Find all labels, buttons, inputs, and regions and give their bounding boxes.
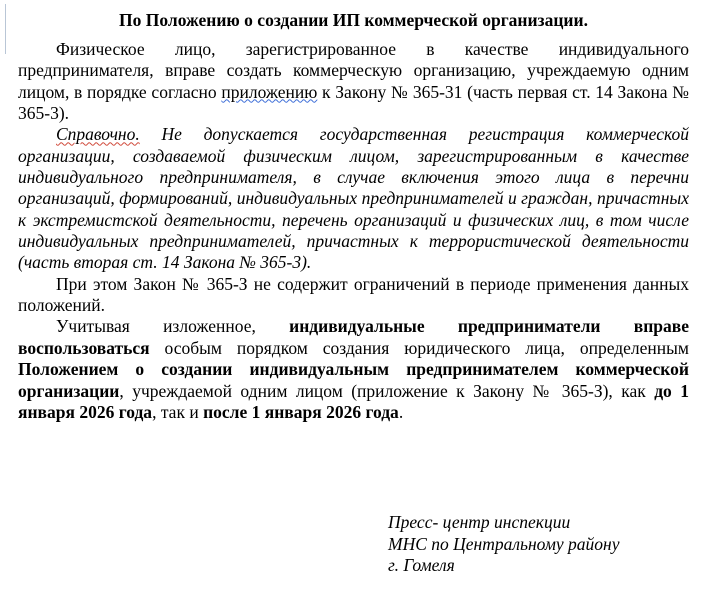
paragraph-4-bold-3: до 1 января 2026 года: [18, 380, 689, 422]
paragraph-4-run-3: особым порядком создания юридического лица, определенным: [149, 337, 689, 358]
paragraph-4: [18, 316, 689, 423]
misspelled-word-prilozheniyu: приложению: [221, 81, 318, 102]
paragraph-4-run-5: , учреждаемой одним лицом (приложение к Закону № 365-З), как: [119, 380, 655, 401]
paragraph-4-run-9: .: [398, 401, 404, 422]
misspelled-word-spravochno: Справочно.: [56, 124, 140, 145]
margin-rule: [5, 4, 6, 54]
signature-line-1: Пресс- центр инспекции: [388, 512, 571, 532]
paragraph-4-bold-4: после 1 января 2026 года: [203, 401, 399, 422]
paragraph-4-run-7: , так и: [152, 401, 204, 422]
paragraph-1: [18, 39, 689, 124]
signature-block: [388, 512, 619, 577]
paragraph-4-run-1: Учитывая изложенное,: [56, 316, 290, 337]
signature-line-2: МНС по Центральному району: [388, 533, 620, 554]
page-title: По Положению о создании ИП коммерческой организации.: [119, 10, 588, 30]
signature-line-3: г. Гомеля: [388, 555, 455, 576]
paragraph-3: [18, 274, 689, 317]
paragraph-1-run-1: Физическое лицо, зарегистрированное в качестве индивидуального предпринимателя, вправе создать коммерческую организацию, учреждаемую одним лицом, в порядке согласно: [18, 39, 689, 102]
paragraph-3-run-1: При этом Закон № 365-З не содержит ограничений в периоде применения данных положений.: [18, 273, 689, 316]
paragraph-4-bold-1: индивидуальные предприниматели вправе воспользоваться: [18, 316, 689, 358]
paragraph-2: [18, 124, 689, 273]
paragraph-2-run-2: Не допускается государственная регистрация коммерческой организации, создаваемой физическим лицом, зарегистрированным в качестве индивидуального предпринимателя, в случае включения этого лица в перечни организаций, формирований, индивидуальных предпринимателей и граждан, причастных к экстремистской деятельности, перечень организаций и физических лиц, в том числе индивидуальных предпринимателей, причастных к террористической деятельности (часть вторая ст. 14 Закона № 365-3).: [18, 124, 689, 273]
paragraph-1-run-3: к Закону № 365-31 (часть первая ст. 14 Закона № 365-3).: [18, 81, 690, 124]
paragraph-4-bold-2: Положением о создании индивидуальным предпринимателем коммерческой организации: [18, 359, 689, 401]
